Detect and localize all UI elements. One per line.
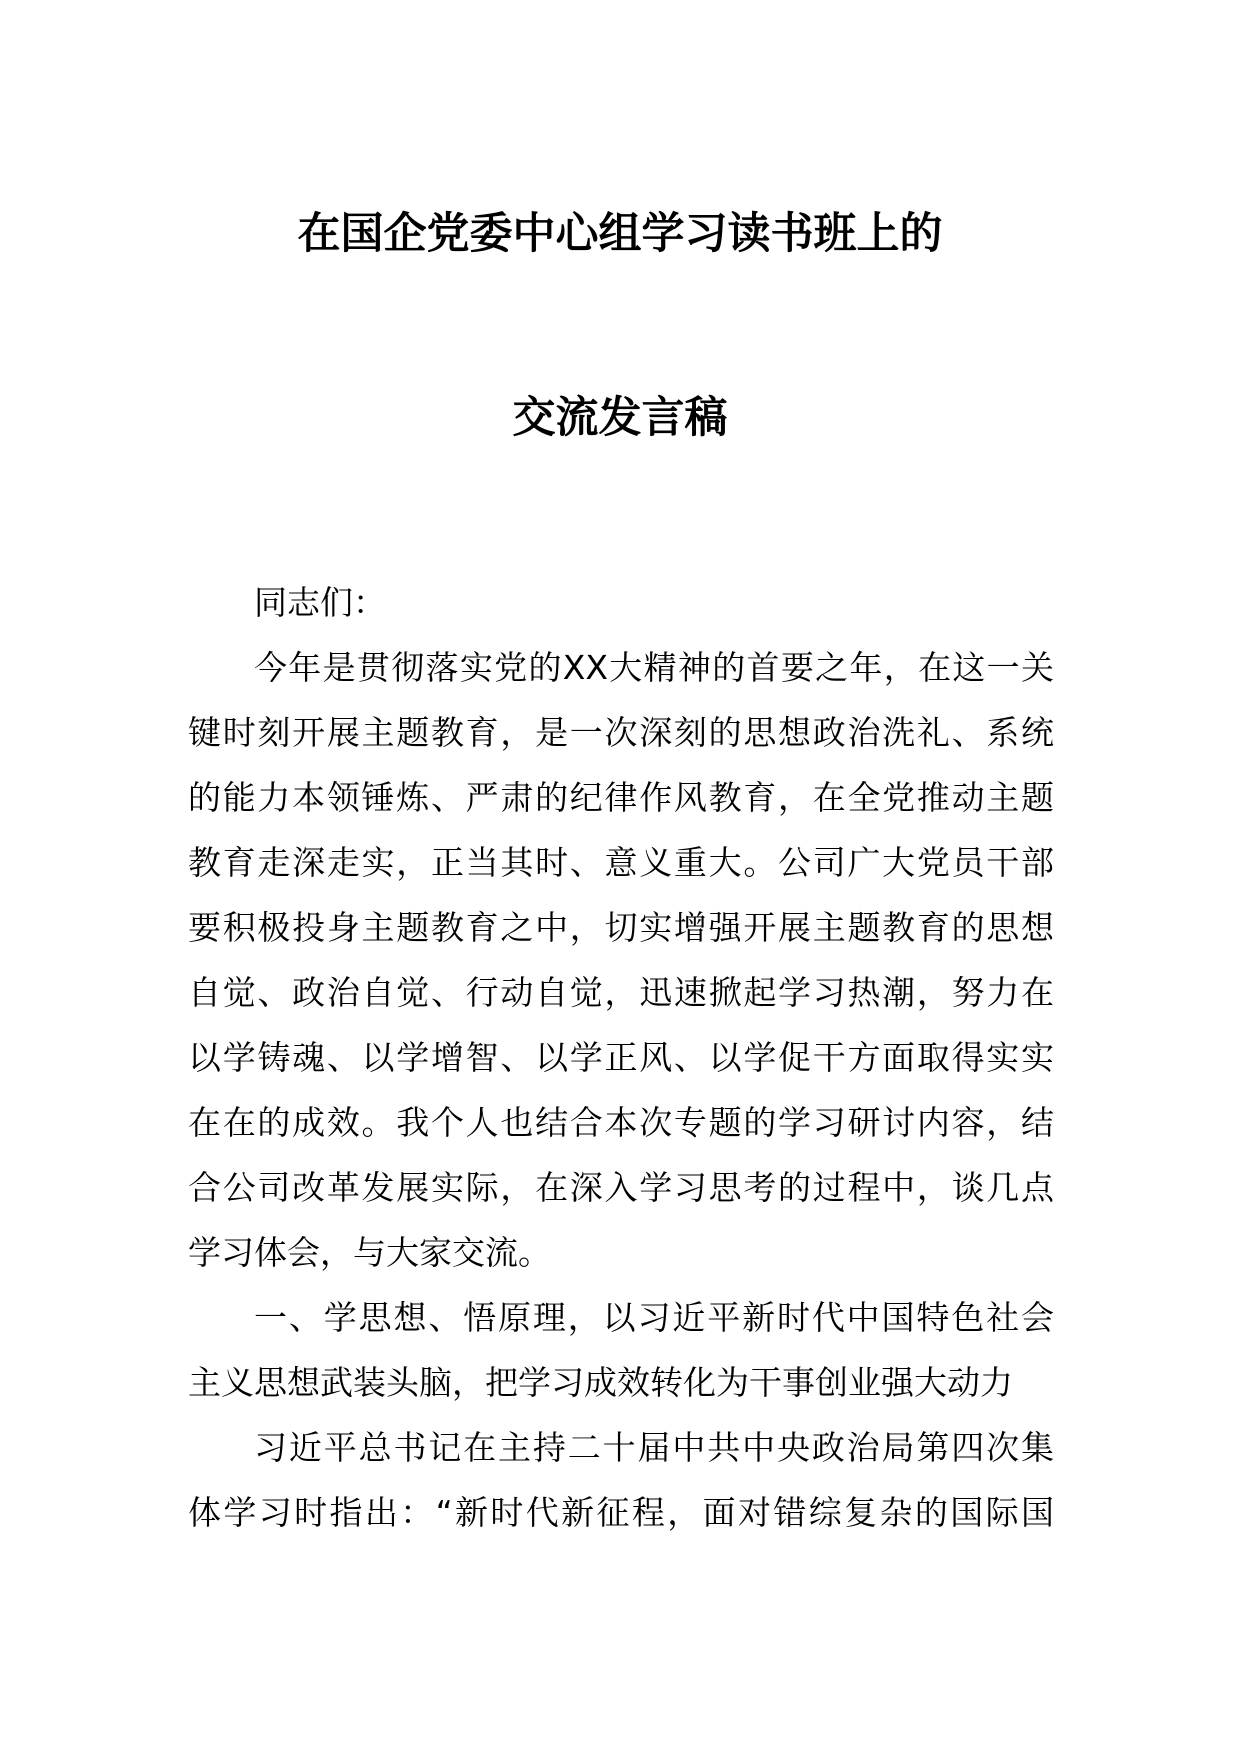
document-body <box>188 570 1054 1545</box>
paragraph-1-line: 的能力本领锤炼、严肃的纪律作风教育，在全党推动主题 <box>188 778 1054 817</box>
paragraph-1-line: 学习体会，与大家交流。 <box>188 1233 551 1272</box>
paragraph-1-line: 今年是贯彻落实党的XX大精神的首要之年，在这一关 <box>254 648 1054 687</box>
section-heading-1-line: 主义思想武装头脑，把学习成效转化为干事创业强大动力 <box>188 1363 1013 1402</box>
paragraph-1-line: 自觉、政治自觉、行动自觉，迅速掀起学习热潮，努力在 <box>188 973 1054 1012</box>
paragraph-1-line: 合公司改革发展实际，在深入学习思考的过程中，谈几点 <box>188 1168 1054 1207</box>
paragraph-2-line: 体学习时指出：“新时代新征程，面对错综复杂的国际国 <box>188 1493 1054 1532</box>
paragraph-1-line: 以学铸魂、以学增智、以学正风、以学促干方面取得实实 <box>188 1038 1054 1077</box>
section-heading-1-line: 一、学思想、悟原理，以习近平新时代中国特色社会 <box>254 1298 1054 1337</box>
document-title-line-2: 交流发言稿 <box>512 393 728 443</box>
paragraph-1-line: 要积极投身主题教育之中，切实增强开展主题教育的思想 <box>188 908 1054 947</box>
paragraph-1-line: 在在的成效。我个人也结合本次专题的学习研讨内容，结 <box>188 1103 1054 1142</box>
salutation: 同志们： <box>254 583 386 622</box>
paragraph-1-line: 键时刻开展主题教育，是一次深刻的思想政治洗礼、系统 <box>188 713 1054 752</box>
document-title-line-1: 在国企党委中心组学习读书班上的 <box>297 209 943 259</box>
paragraph-1-line: 教育走深走实，正当其时、意义重大。公司广大党员干部 <box>188 843 1054 882</box>
paragraph-2-line: 习近平总书记在主持二十届中共中央政治局第四次集 <box>254 1428 1054 1467</box>
